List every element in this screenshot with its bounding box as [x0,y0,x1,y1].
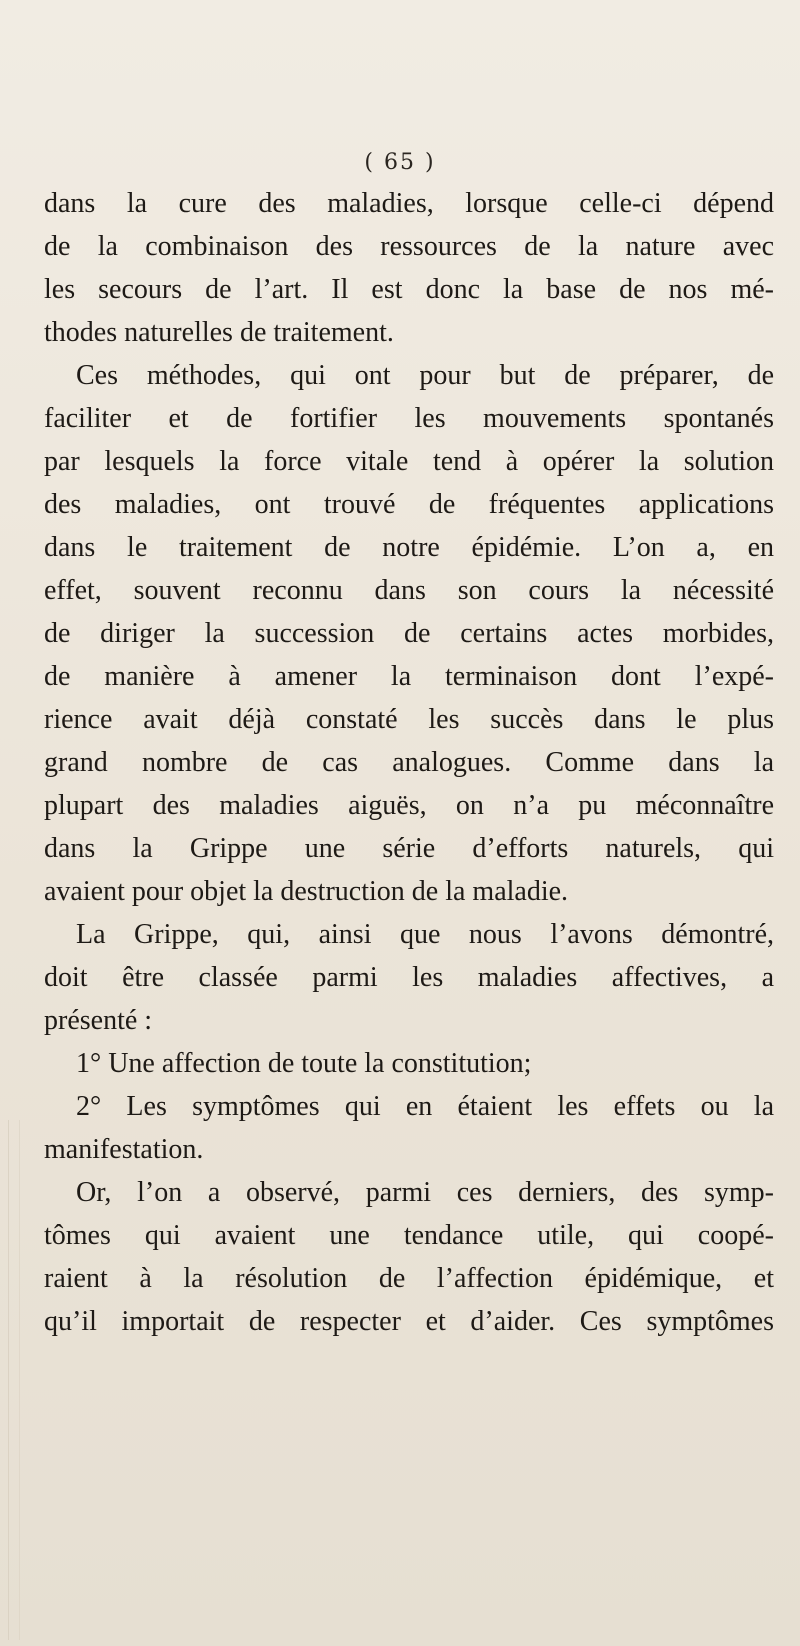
text-line: grand nombre de cas analogues. Comme dans la [44,747,774,778]
text-line: de la combinaison des ressources de la nature avec [44,231,774,262]
text-line: raient à la résolution de l’affection épidémique, et [44,1263,774,1294]
text-line: avaient pour objet la destruction de la maladie. [44,876,569,907]
page-edge-shadow [8,1120,20,1640]
text-line: plupart des maladies aiguës, on n’a pu méconnaître [44,790,774,821]
text-line: La Grippe, qui, ainsi que nous l’avons démontré, [76,919,774,950]
text-line: 1° Une affection de toute la constitution; [76,1048,532,1079]
page-number: ( 65 ) [364,150,436,175]
text-line: effet, souvent reconnu dans son cours la nécessité [44,575,774,606]
text-line: thodes naturelles de traitement. [44,317,394,348]
text-line: les secours de l’art. Il est donc la base de nos mé- [44,274,774,305]
text-line: des maladies, ont trouvé de fréquentes applications [44,489,774,520]
text-line: de diriger la succession de certains actes morbides, [44,618,774,649]
text-line: tômes qui avaient une tendance utile, qui coopé- [44,1220,774,1251]
text-line: Ces méthodes, qui ont pour but de préparer, de [76,360,774,391]
text-line: dans la cure des maladies, lorsque celle-ci dépend [44,188,774,219]
text-line: 2° Les symptômes qui en étaient les effets ou la [76,1091,774,1122]
text-line: manifestation. [44,1134,204,1165]
text-line: rience avait déjà constaté les succès dans le plus [44,704,774,735]
text-line: qu’il importait de respecter et d’aider. Ces symptômes [44,1306,774,1337]
text-line: faciliter et de fortifier les mouvements spontanés [44,403,774,434]
body-text [44,182,774,1343]
text-line: dans la Grippe une série d’efforts naturels, qui [44,833,774,864]
text-line: Or, l’on a observé, parmi ces derniers, des symp- [76,1177,774,1208]
text-line: de manière à amener la terminaison dont l’expé- [44,661,774,692]
text-line: dans le traitement de notre épidémie. L’on a, en [44,532,774,563]
text-line: par lesquels la force vitale tend à opérer la solution [44,446,774,477]
text-line: présenté : [44,1005,153,1036]
text-line: doit être classée parmi les maladies affectives, a [44,962,774,993]
